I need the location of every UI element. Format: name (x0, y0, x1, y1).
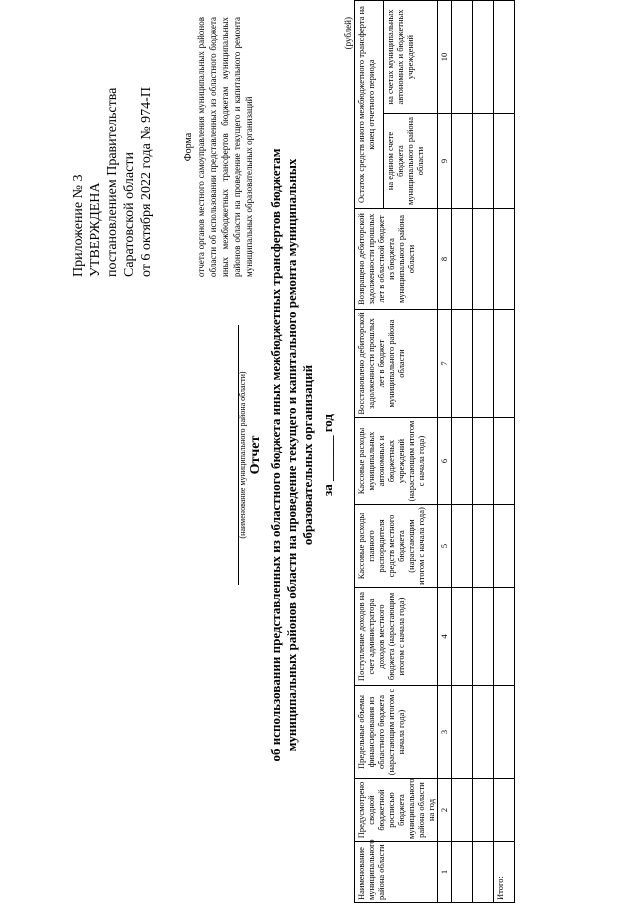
total-cell (494, 588, 515, 686)
sub-header-cell: на едином счете бюджета муниципального района области (383, 114, 437, 209)
header-cell: Кассовые расходы муниципальных автономных и бюджетных учреждений (нарастающим итогом с начала года) (355, 418, 438, 505)
column-number: 8 (438, 209, 452, 310)
column-number: 2 (438, 779, 452, 842)
column-number: 5 (438, 505, 452, 588)
form-description (183, 17, 255, 277)
column-number-row (438, 1, 452, 903)
approved-word: УТВЕРЖДЕНА (88, 182, 103, 277)
units-label: (рублей) (343, 17, 353, 50)
empty-cell (473, 588, 494, 686)
total-cell (494, 779, 515, 842)
total-row (494, 1, 515, 903)
header-cell: Поступление доходов на счет администратора доходов местного бюджета (нарастающим итогом с начала года) (355, 588, 438, 686)
total-cell (494, 505, 515, 588)
empty-cell (452, 842, 473, 903)
form-label: Форма (183, 132, 194, 162)
total-cell (494, 418, 515, 505)
empty-cell (452, 209, 473, 310)
report-title: Отчет (248, 435, 263, 475)
header-cell: Остаток средств иного межбюджетного трансферта на конец отчетного периода (355, 1, 384, 209)
empty-cell (452, 686, 473, 779)
total-cell (494, 209, 515, 310)
empty-cell (473, 209, 494, 310)
empty-cell (473, 686, 494, 779)
approval-block (70, 7, 155, 277)
empty-cell (473, 418, 494, 505)
empty-cell (473, 114, 494, 209)
empty-cell (473, 842, 494, 903)
header-cell: Наименование муниципального района области (355, 842, 438, 903)
header-cell: Предусмотрено сводной бюджетной росписью бюджета муниципального района области на год (355, 779, 438, 842)
column-number: 4 (438, 588, 452, 686)
header-cell: Возвращено дебиторской задолженности прошлых лет в областной бюджет из бюджета муниципального района области (355, 209, 438, 310)
header-cell: Восстановлено дебиторской задолженности прошлых лет в бюджет муниципального района области (355, 310, 438, 418)
column-number: 3 (438, 686, 452, 779)
empty-cell (452, 588, 473, 686)
report-table (354, 0, 515, 903)
total-cell (494, 114, 515, 209)
empty-cell (452, 310, 473, 418)
header-row (355, 1, 384, 903)
empty-cell (452, 505, 473, 588)
decree-line: постановлением Правительства (105, 87, 120, 277)
total-label: Итого: (494, 842, 515, 903)
appendix-number: Приложение № 3 (71, 174, 86, 277)
empty-cell (452, 114, 473, 209)
empty-row (473, 1, 494, 903)
empty-cell (452, 779, 473, 842)
sub-header-cell: на счетах муниципальных автономных и бюджетных учреждений (383, 1, 437, 114)
empty-cell (473, 1, 494, 114)
decree-date: от 6 октября 2022 года № 974-П (139, 87, 154, 277)
empty-cell (452, 418, 473, 505)
region-line: Саратовской области (122, 152, 137, 277)
total-cell (494, 1, 515, 114)
total-cell (494, 686, 515, 779)
column-number: 1 (438, 842, 452, 903)
column-number: 9 (438, 114, 452, 209)
empty-row (452, 1, 473, 903)
column-number: 6 (438, 418, 452, 505)
total-cell (494, 310, 515, 418)
header-cell: Предельные объемы финансирования из областного бюджета (нарастающим итогом с начала года) (355, 686, 438, 779)
empty-cell (452, 1, 473, 114)
report-year: за _______ год (320, 414, 335, 497)
column-number: 7 (438, 310, 452, 418)
empty-cell (473, 779, 494, 842)
header-cell: Кассовые расходы главного распорядителя средств местного бюджета (нарастающим итогом с начала года) (355, 505, 438, 588)
report-subtitle: об использовании представленных из областного бюджета иных межбюджетных трансфертов бюджетам муниципальных районов области на проведение текущего и капитального ремонта муниципальных образовательных организаций (268, 148, 315, 762)
empty-cell (473, 505, 494, 588)
organization-caption: (наименование муниципального района области) (238, 371, 247, 539)
empty-cell (473, 310, 494, 418)
form-text: отчета органов местного самоуправления муниципальных районов области об использовании представленных из областного бюджета иных межбюджетных трансфертов бюджетам муниципальных районов области на проведение текущего и капитального ремонта муниципальных образовательных организаций (196, 17, 254, 277)
column-number: 10 (438, 1, 452, 114)
